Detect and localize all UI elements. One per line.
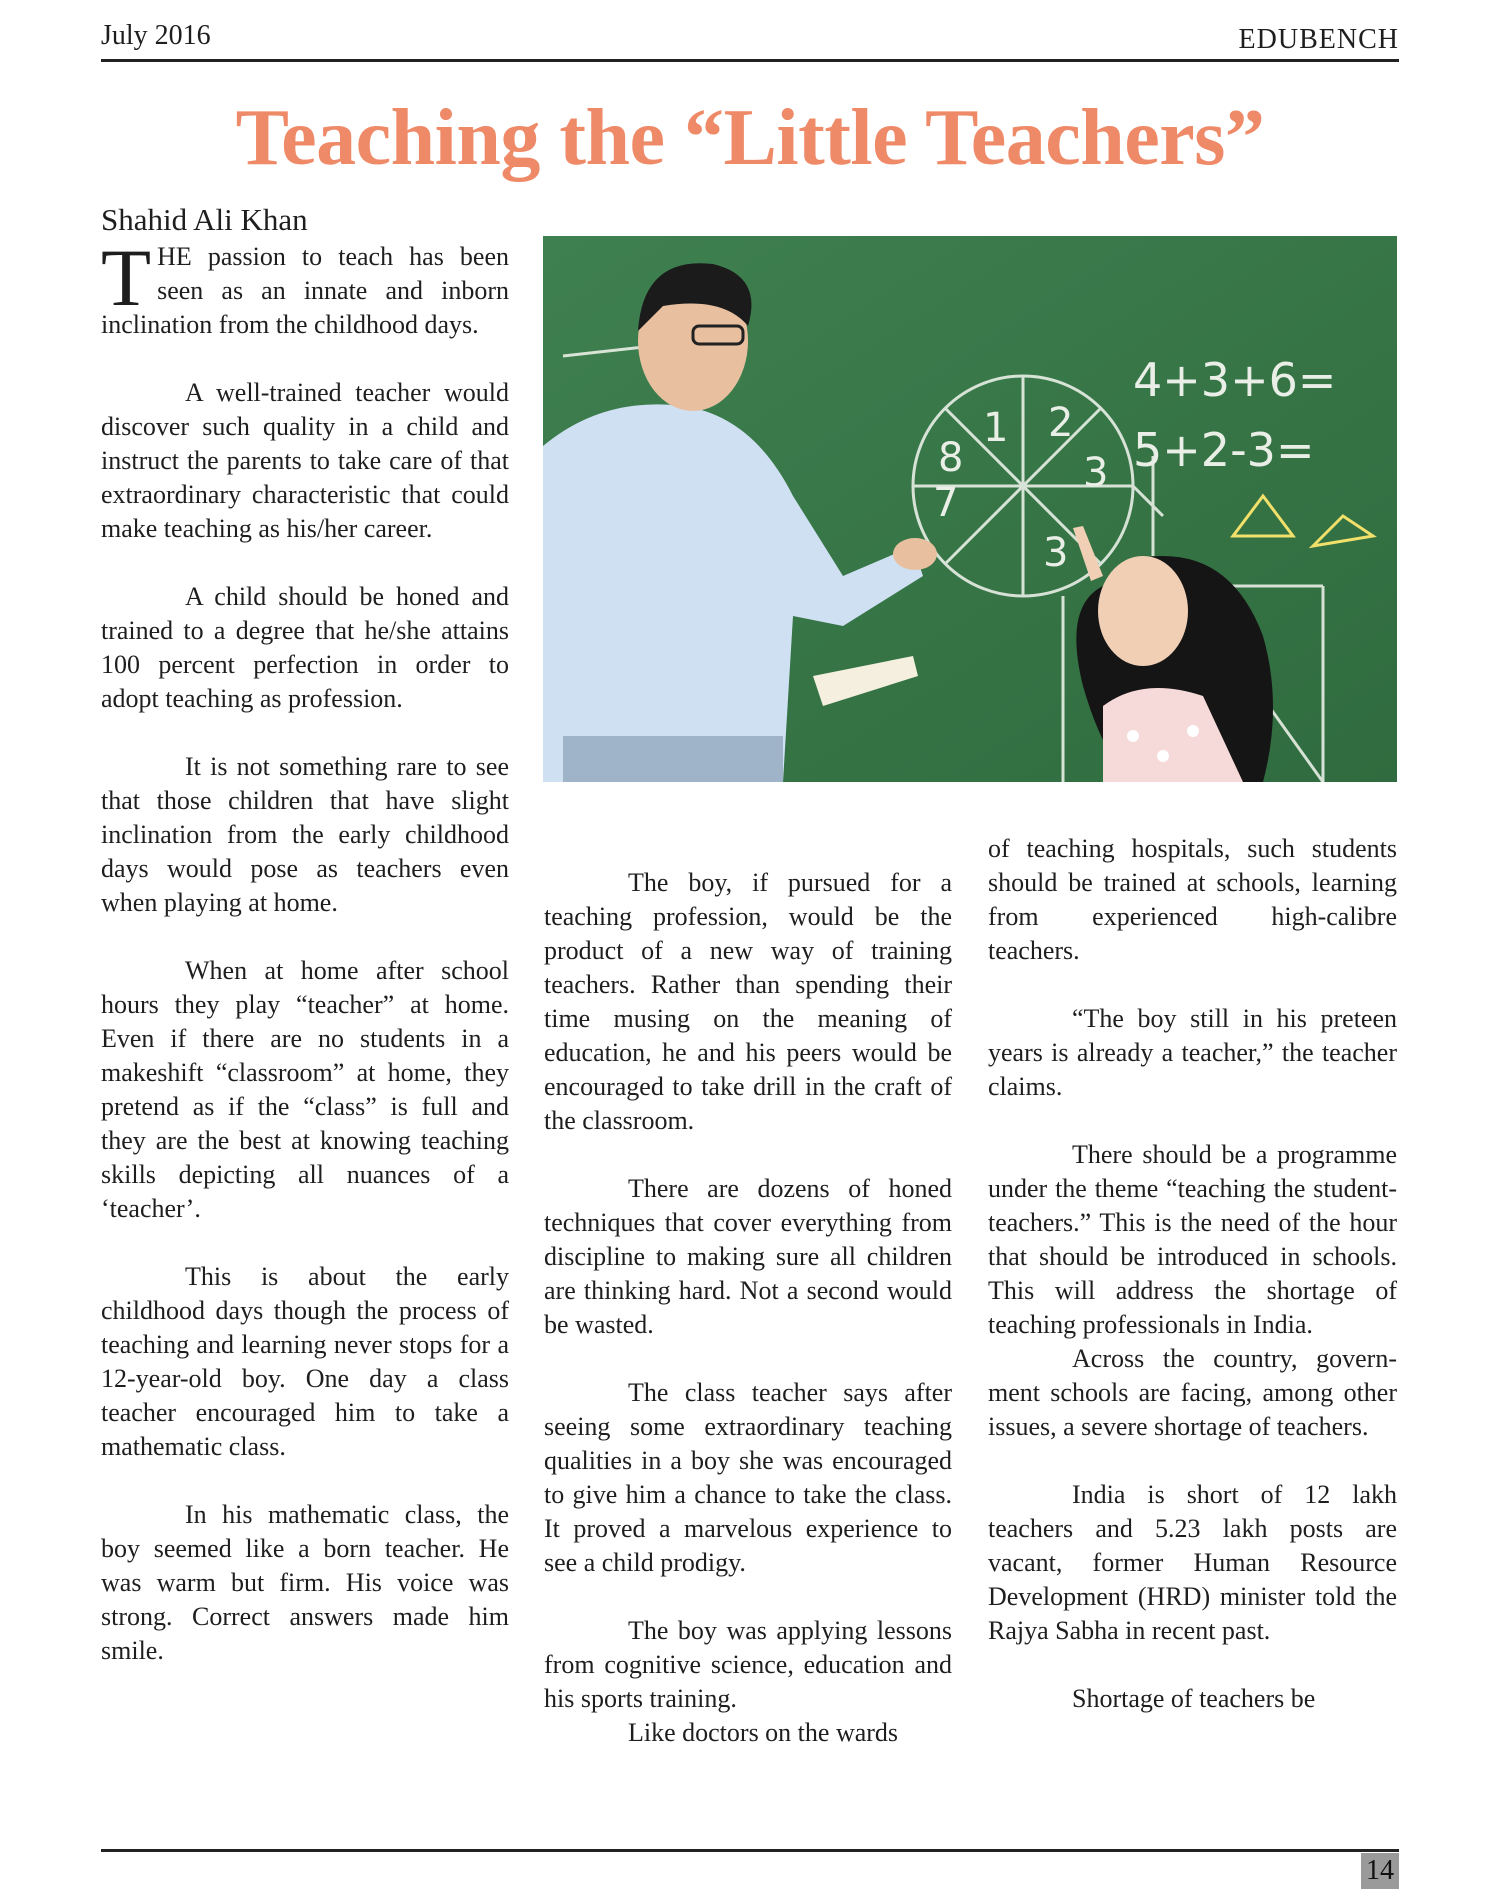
paragraph-3: A child should be honed and trained to a degree that he/​she attains 100 percent perfection in order to adopt teaching as profession. xyxy=(101,582,509,713)
magazine-name: EDUBENCH xyxy=(1238,24,1399,55)
article-author: Shahid Ali Khan xyxy=(101,202,308,237)
paragraph-14: There should be a programme under the theme “teaching the student-teachers.” This is the need of the hour that should be introduced in schools. This will address the shortage of teaching professionals in India. xyxy=(988,1140,1397,1339)
article-title: Teaching the “Little Teachers” xyxy=(235,94,1265,182)
paragraph-17: Shortage of teachers be xyxy=(1072,1684,1316,1713)
column-3 xyxy=(988,832,1397,1716)
header-rule xyxy=(101,59,1399,62)
wheel-number: 8 xyxy=(938,435,964,481)
paragraph-10: The class teacher says after seeing some extraordinary teaching qualities in a boy she was encouraged to give him a chance to take the class. It proved a marvelous experience to see a child prodigy. xyxy=(544,1378,952,1577)
paragraph-12-continued: of teaching hospitals, such students should be trained at schools, learning from experienced high-calibre teachers. xyxy=(988,834,1397,965)
classroom-photo xyxy=(543,236,1397,782)
paragraph-1: THE passion to teach has been seen as an innate and inborn inclination from the childhood days. xyxy=(101,232,509,339)
wheel-number: 3 xyxy=(1083,450,1109,496)
paragraph-12: Like doctors on the wards xyxy=(628,1718,899,1747)
teacher-and-child-illustration xyxy=(543,236,1397,782)
paragraph-13: “The boy still in his preteen years is already a teacher,” the teacher claims. xyxy=(988,1004,1397,1101)
paragraph-2: A well-trained teacher would discover such quality in a child and instruct the parents to take care of that extraordinary characteristic that could make teaching as his/her career. xyxy=(101,378,509,543)
paragraph-7: In his mathematic class, the boy seemed like a born teacher. He was warm but firm. His voice was strong. Correct answers made him smile. xyxy=(101,1500,509,1665)
wheel-number: 1 xyxy=(983,405,1009,451)
board-equation-2: 5+2-3= xyxy=(1133,423,1315,477)
paragraph-4: It is not something rare to see that those children that have slight inclination from the early childhood days would pose as teachers even when playing at home. xyxy=(101,752,509,917)
board-equation-1: 4+3+6= xyxy=(1133,353,1337,407)
wheel-number: 7 xyxy=(933,480,959,526)
paragraph-15: Across the country, government schools are facing, among other issues, a severe shortage of teachers. xyxy=(988,1344,1397,1441)
issue-date: July 2016 xyxy=(101,20,211,51)
paragraph-16: India is short of 12 lakh teachers and 5.23 lakh posts are vacant, former Human Resource Development (HRD) minister told the Rajya Sabha in recent past. xyxy=(988,1480,1397,1645)
wheel-number: 3 xyxy=(1043,530,1069,576)
paragraph-11: The boy was applying lessons from cognitive science, education and his sports training. xyxy=(544,1616,952,1713)
column-1 xyxy=(101,232,509,1668)
paragraph-8: The boy, if pursued for a teaching profession, would be the product of a new way of training teachers. Rather than spending their time musing on the meaning of education, he and his peers would be encouraged to take drill in the craft of the classroom. xyxy=(544,868,952,1135)
paragraph-9: There are dozens of honed techniques that cover everything from discipline to making sure all children are thinking hard. Not a second would be wasted. xyxy=(544,1174,952,1339)
paragraph-5: When at home after school hours they play “teacher” at home. Even if there are no students in a makeshift “classroom” at home, they pretend as if the “class” is full and they are the best at knowing teaching skills depicting all nuances of a ‘teacher’. xyxy=(101,956,509,1223)
wheel-number: 2 xyxy=(1048,400,1074,446)
column-2 xyxy=(544,866,952,1750)
paragraph-6: This is about the early childhood days though the process of teaching and learning never stops for a 12-year-old boy. One day a class teacher encouraged him to take a mathematic class. xyxy=(101,1262,509,1461)
drop-cap: T xyxy=(101,232,152,323)
footer-rule xyxy=(101,1849,1399,1852)
page-number: 14 xyxy=(1361,1853,1399,1889)
